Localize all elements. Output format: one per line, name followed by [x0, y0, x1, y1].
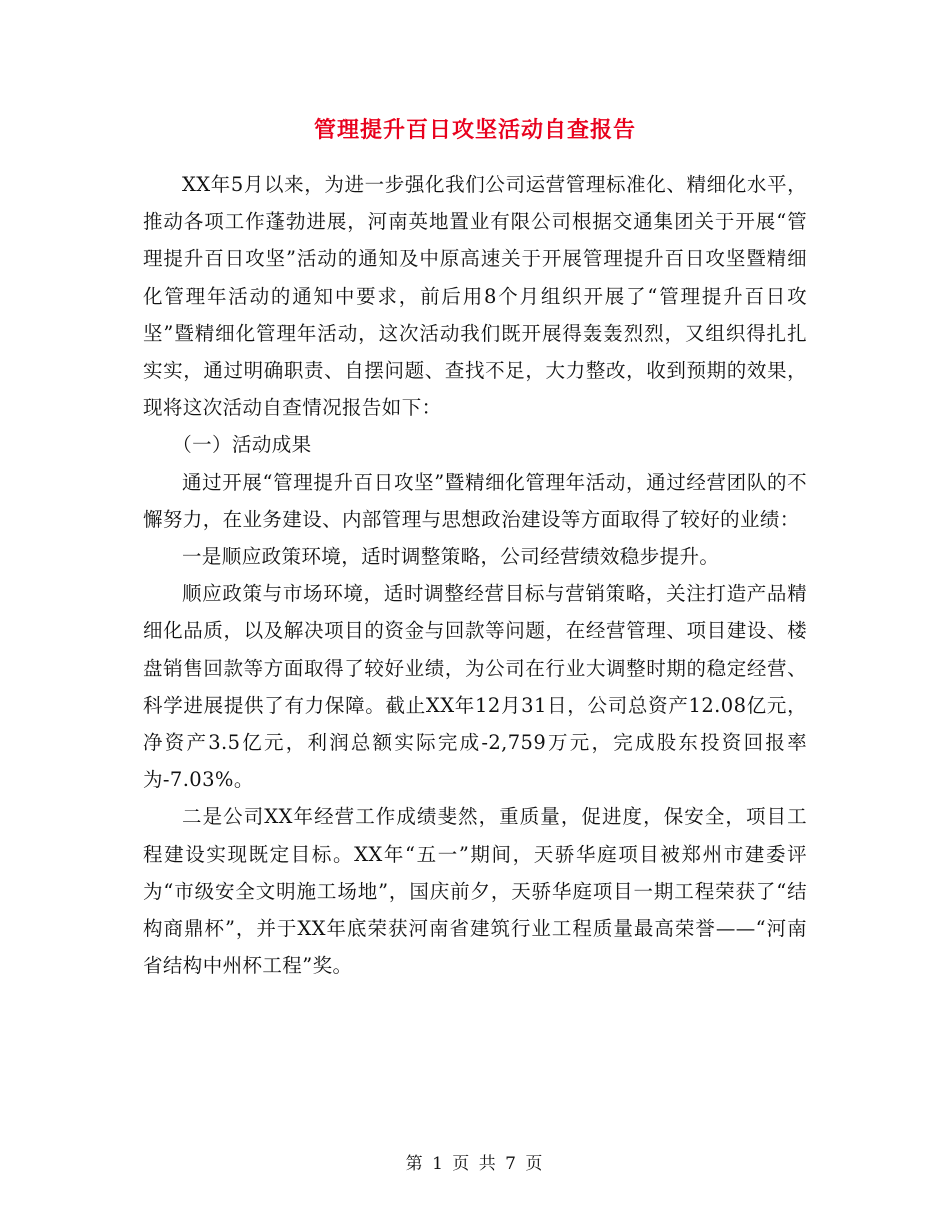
intro-paragraph: XX年5月以来，为进一步强化我们公司运营管理标准化、精细化水平，推动各项工作蓬勃进展，河南英地置业有限公司根据交通集团关于开展“管理提升百日攻坚”活动的通知及中原高速关于开展管理提升百日攻坚暨精细化管理年活动的通知中要求，前后用8个月组织开展了“管理提升百日攻坚”暨精细化管理年活动，这次活动我们既开展得轰轰烈烈，又组织得扎扎实实，通过明确职责、自摆问题、查找不足，大力整改，收到预期的效果，现将这次活动自查情况报告如下： [143, 173, 807, 420]
document-body [143, 166, 807, 984]
point-one-heading: 一是顺应政策环境，适时调整策略，公司经营绩效稳步提升。 [182, 545, 720, 569]
point-two-paragraph: 二是公司XX年经营工作成绩斐然，重质量，促进度，保安全，项目工程建设实现既定目标。XX年“五一”期间，天骄华庭项目被郑州市建委评为“市级安全文明施工场地”，国庆前夕，天骄华庭项目一期工程荣获了“结构商鼎杯”，并于XX年底荣获河南省建筑行业工程质量最高荣誉——“河南省结构中州杯工程”奖。 [143, 805, 807, 978]
section-heading-activity-results: （一）活动成果 [172, 433, 312, 457]
page-number: 第 1 页 共 7 页 [405, 1154, 545, 1174]
point-one-paragraph: 顺应政策与市场环境，适时调整经营目标与营销策略，关注打造产品精细化品质，以及解决项目的资金与回款等问题，在经营管理、项目建设、楼盘销售回款等方面取得了较好业绩，为公司在行业大调整时期的稳定经营、科学进展提供了有力保障。截止XX年12月31日，公司总资产12.08亿元，净资产3.5亿元，利润总额实际完成-2,759万元，完成股东投资回报率为-7.03%。 [143, 582, 807, 792]
document-title: 管理提升百日攻坚活动自查报告 [313, 117, 636, 143]
results-paragraph: 通过开展“管理提升百日攻坚”暨精细化管理年活动，通过经营团队的不懈努力，在业务建设、内部管理与思想政治建设等方面取得了较好的业绩： [143, 470, 807, 531]
